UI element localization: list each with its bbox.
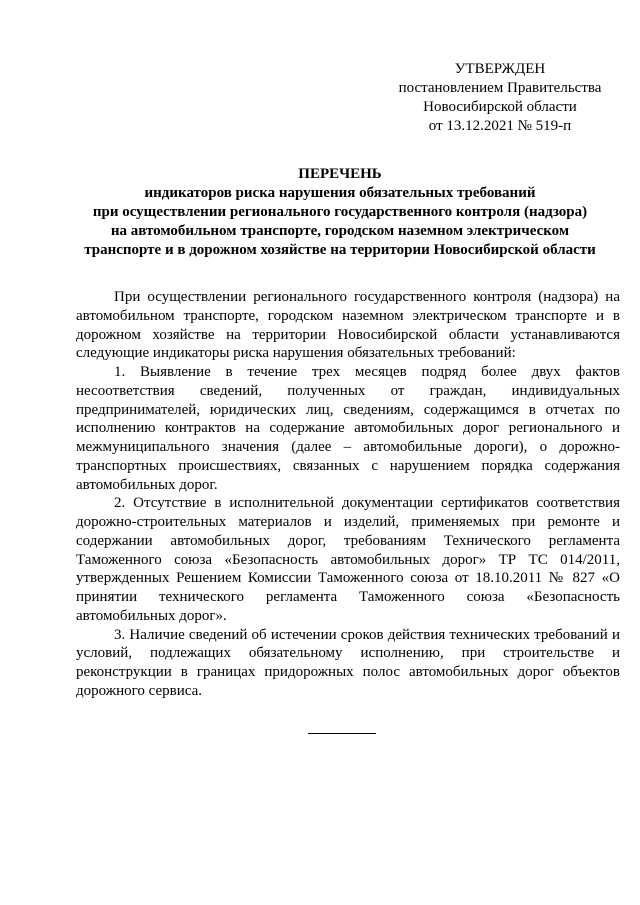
approval-heading: УТВЕРЖДЕН	[454, 61, 546, 77]
title-heading: ПЕРЕЧЕНЬ	[298, 166, 382, 182]
closing-rule	[308, 733, 376, 734]
approval-authority: постановлением Правительства	[398, 80, 602, 96]
approval-stamp	[380, 60, 620, 136]
title-line-4: транспорте и в дорожном хозяйстве на территории Новосибирской области	[84, 242, 596, 258]
document-body	[76, 288, 620, 701]
title-line-2: при осуществлении регионального государственного контроля (надзора)	[92, 204, 588, 220]
title-line-1: индикаторов риска нарушения обязательных требований	[144, 185, 536, 201]
document-title	[60, 165, 620, 260]
approval-region: Новосибирской области	[423, 99, 577, 115]
intro-paragraph: При осуществлении регионального государственного контроля (надзора) на автомобильном транспорте, городском наземном электрическом транспорте и в дорожном хозяйстве на территории Новосибирской области устанавливаются следующие индикаторы риска нарушения обязательных требований:	[76, 289, 620, 362]
list-item: 1. Выявление в течение трех месяцев подряд более двух фактов несоответствия сведений, полученных от граждан, индивидуальных предпринимателей, юридических лиц, сведениям, содержащимся в отчетах по исполнению контрактов на содержание автомобильных дорог регионального и межмуниципального значения (далее – автомобильные дороги), о дорожно-транспортных происшествиях, связанных с нарушением порядка содержания автомобильных дорог.	[76, 364, 620, 493]
list-item: 2. Отсутствие в исполнительной документации сертификатов соответствия дорожно-строительных материалов и изделий, применяемых при ремонте и содержании автомобильных дорог, требованиям Технического регламента Таможенного союза «Безопасность автомобильных дорог» ТР ТС 014/2011, утвержденных Решением Комиссии Таможенного союза от 18.10.2011 № 827 «О принятии технического регламента Таможенного союза «Безопасность автомобильных дорог».	[76, 495, 620, 624]
approval-date-number: от 13.12.2021 № 519-п	[428, 118, 572, 134]
title-line-3: на автомобильном транспорте, городском наземном электрическом	[110, 223, 570, 239]
list-item: 3. Наличие сведений об истечении сроков действия технических требований и условий, подлежащих обязательному исполнению, при строительстве и реконструкции в границах придорожных полос автомобильных дорог объектов дорожного сервиса.	[76, 626, 620, 699]
